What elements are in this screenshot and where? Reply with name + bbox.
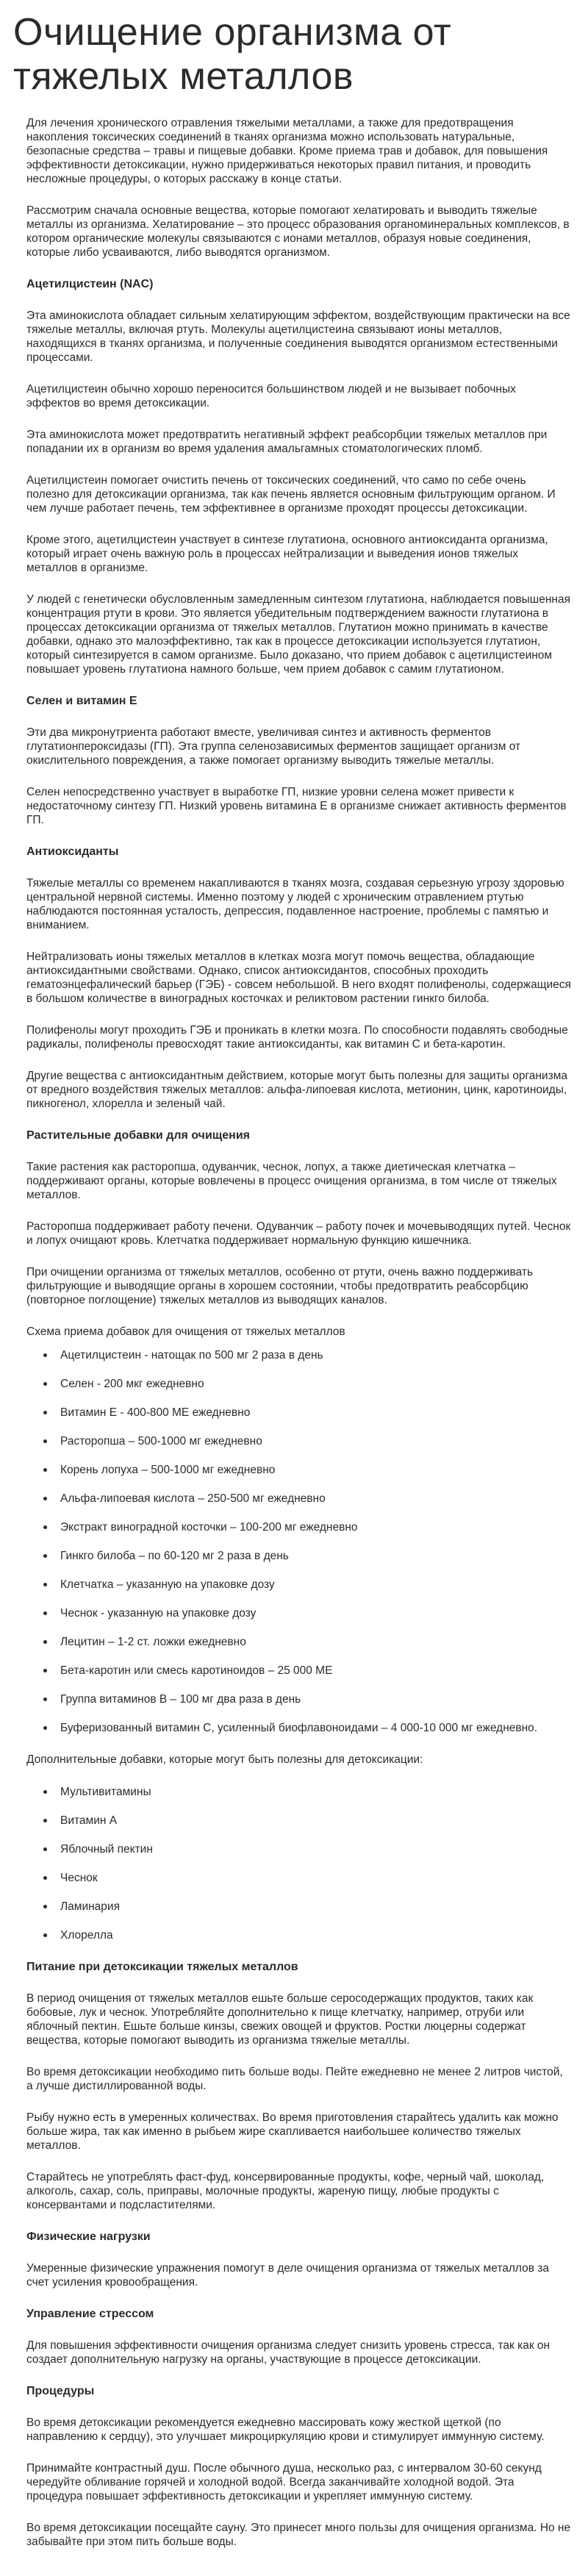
list-item: • Яблочный пектин xyxy=(56,1842,572,1856)
nac-paragraph: Ацетилцистеин обычно хорошо переносится большинством людей и не вызывает побочных эффектов во время детоксикации. xyxy=(26,383,516,409)
list-item: • Бета-каротин или смесь каротиноидов – 25 000 МЕ xyxy=(56,1663,572,1678)
list-item: • Корень лопуха – 500-1000 мг ежедневно xyxy=(56,1462,572,1477)
list-item: • Ацетилцистеин - натощак по 500 мг 2 раза в день xyxy=(56,1348,572,1362)
selenium-paragraph: Селен непосредственно участвует в выработке ГП, низкие уровни селена может привести к недостаточному синтезу ГП. Низкий уровень витамина Е в организме снижает активность ферментов ГП. xyxy=(26,786,567,826)
list-item: • Расторопша – 500-1000 мг ежедневно xyxy=(56,1434,572,1448)
section-heading-stress: Управление стрессом xyxy=(26,2308,154,2320)
section-heading-selenium: Селен и витамин Е xyxy=(26,695,137,707)
nac-paragraph: У людей с генетически обусловленным замедленным синтезом глутатиона, наблюдается повышенная концентрация ртути в крови. Это является убедительным подтверждением важности глутатиона в процессах детоксикации организма от тяжелых металлов. Глутатион можно принимать в качестве добавки, однако это малоэффективно, так как в процессе детоксикации используется глутатион, который синтезируется в самом организме. Было доказано, что прием добавок с ацетилцистеином повышает уровень глутатиона намного больше, чем прием добавок с самим глутатионом. xyxy=(26,593,570,676)
nutrition-paragraph: Старайтесь не употреблять фаст-фуд, консервированные продукты, кофе, черный чай, шоколад, алкоголь, сахар, соль, приправы, молочные продукты, жареную пищу, любые продукты с консервантами и подсластителями. xyxy=(26,2171,545,2211)
nutrition-paragraph: Рыбу нужно есть в умеренных количествах. Во время приготовления старайтесь удалить как можно больше жира, так как именно в рыбьем жире скапливается наибольшее количество тяжелых металлов. xyxy=(26,2111,559,2152)
list-item: • Чеснок - указанную на упаковке дозу xyxy=(56,1606,572,1620)
antioxidants-paragraph: Нейтрализовать ионы тяжелых металлов в клетках мозга могут помочь вещества, обладающие антиоксидантными свойствами. Однако, список антиоксидантов, способных проходить гематоэнцефалический барьер (ГЭБ) - совсем небольшой. В него входят полифенолы, содержащиеся в большом количестве в виноградных косточках и реликтовом растении гинкго билоба. xyxy=(26,951,571,1005)
herbal-paragraph: Расторопша поддерживает работу печени. Одуванчик – работу почек и мочевыводящих путей. Чеснок и лопух очищают кровь. Клетчатка поддерживает нормальную функцию кишечника. xyxy=(26,1220,571,1247)
article-body xyxy=(26,116,572,2566)
antioxidants-paragraph: Другие вещества с антиоксидантным действием, которые могут быть полезны для защиты организма от вредного воздействия тяжелых металлов: альфа-липоевая кислота, метионин, цинк, каротиноиды, пикногенол, хлорелла и зеленый чай. xyxy=(26,1070,567,1110)
herbal-paragraph: Такие растения как расторопша, одуванчик, чеснок, лопух, а также диетическая клетчатка – поддерживают органы, которые вовлечены в процесс очищения организма, в том числе от тяжелых металлов. xyxy=(26,1161,557,1201)
list-item: • Альфа-липоевая кислота – 250-500 мг ежедневно xyxy=(56,1491,572,1506)
section-heading-herbal: Растительные добавки для очищения xyxy=(26,1129,251,1142)
nutrition-paragraph: Во время детоксикации необходимо пить больше воды. Пейте ежедневно не менее 2 литров чистой, а лучше дистиллированной воды. xyxy=(26,2066,563,2092)
list-item: • Экстракт виноградной косточки – 100-200 мг ежедневно xyxy=(56,1520,572,1534)
section-heading-nac: Ацетилцистеин (NAC) xyxy=(26,278,154,290)
section-heading-nutrition: Питание при детоксикации тяжелых металлов xyxy=(26,1961,298,1973)
extra-intro: Дополнительные добавки, которые могут быть полезны для детоксикации: xyxy=(26,1753,423,1766)
antioxidants-paragraph: Полифенолы могут проходить ГЭБ и проникать в клетки мозга. По способности подавлять свободные радикалы, полифенолы превосходят такие антиоксиданты, как витамин С и бета-каротин. xyxy=(26,1024,568,1051)
list-item: • Мультивитамины xyxy=(56,1784,572,1799)
intro-paragraph: Рассмотрим сначала основные вещества, которые помогают хелатировать и выводить тяжелые металлы из организма. Хелатирование – это процесс образования органоминеральных комплексов, в котором органические молекулы связываются с ионами металлов, образуя новые соединения, которые либо усваиваются, либо выводятся организмом. xyxy=(26,204,570,259)
nac-paragraph: Ацетилцистеин помогает очистить печень от токсических соединений, что само по себе очень полезно для детоксикации организма, так как печень является основным фильтрующим органом. И чем лучше работает печень, тем эффективнее в организме проходят процессы детоксикации. xyxy=(26,474,556,515)
list-item: • Клетчатка – указанную на упаковке дозу xyxy=(56,1577,572,1592)
section-heading-procedures: Процедуры xyxy=(26,2385,95,2397)
antioxidants-paragraph: Тяжелые металлы со временем накапливаются в тканях мозга, создавая серьезную угрозу здоровью центральной нервной системы. Именно поэтому у людей с хроническим отравлением ртутью наблюдаются постоянная усталость, депрессия, подавленное настроение, проблемы с памятью и вниманием. xyxy=(26,877,564,931)
section-heading-antioxidants: Антиоксиданты xyxy=(26,845,119,858)
section-heading-exercise: Физические нагрузки xyxy=(26,2230,151,2243)
exercise-paragraph: Умеренные физические упражнения помогут в деле очищения организма от тяжелых металлов за счет усиления кровообращения. xyxy=(26,2262,550,2289)
nac-paragraph: Эта аминокислота может предотвратить негативный эффект реабсорбции тяжелых металлов при попадании их в организм во время удаления амальгамных стоматологических пломб. xyxy=(26,429,548,455)
scheme-intro: Схема приема добавок для очищения от тяжелых металлов xyxy=(26,1325,345,1338)
procedures-paragraph: Принимайте контрастный душ. После обычного душа, несколько раз, с интервалом 30-60 секунд чередуйте обливание горячей и холодной водой. Всегда заканчивайте холодной водой. Эта процедура повышает эффективность детоксикации и укрепляет иммунную систему. xyxy=(26,2462,542,2502)
list-item: • Витамин Е - 400-800 МЕ ежедневно xyxy=(56,1405,572,1420)
list-item: • Селен - 200 мкг ежедневно xyxy=(56,1376,572,1391)
stress-paragraph: Для повышения эффективности очищения организма следует снизить уровень стресса, так как он создает дополнительную нагрузку на органы, участвующие в процессе детоксикации. xyxy=(26,2339,551,2366)
supplement-scheme-list xyxy=(26,1348,572,1735)
list-item: • Ламинария xyxy=(56,1899,572,1914)
nac-paragraph: Кроме этого, ацетилцистеин участвует в синтезе глутатиона, основного антиоксиданта организма, который играет очень важную роль в процессах нейтрализации и выведения ионов тяжелых металлов в организме. xyxy=(26,534,548,574)
extra-supplements-list xyxy=(26,1784,572,1942)
list-item: • Хлорелла xyxy=(56,1928,572,1942)
nutrition-paragraph: В период очищения от тяжелых металлов ешьте больше серосодержащих продуктов, таких как бобовые, лук и чеснок. Употребляйте дополнительно к пище клетчатку, например, отруби или яблочный пектин. Ешьте больше кинзы, свежих овощей и фруктов. Ростки люцерны содержат вещества, которые помогают выводить из организма тяжелые металлы. xyxy=(26,1992,534,2047)
selenium-paragraph: Эти два микронутриента работают вместе, увеличивая синтез и активность ферментов глутатионпероксидазы (ГП). Эта группа селенозависимых ферментов защищает организм от окислительного повреждения, а также помогает организму выводить тяжелые металлы. xyxy=(26,726,521,767)
intro-paragraph: Для лечения хронического отравления тяжелыми металлами, а также для предотвращения накопления токсических соединений в тканях организма можно использовать натуральные, безопасные средства – травы и пищевые добавки. Кроме приема трав и добавок, для повышения эффективности детоксикации, нужно придерживаться некоторых правил питания, и проводить несложные процедуры, о которых расскажу в конце статьи. xyxy=(26,117,548,185)
procedures-paragraph: Во время детоксикации рекомендуется ежедневно массировать кожу жесткой щеткой (по направлению к сердцу), это улучшает микроциркуляцию крови и стимулирует иммунную систему. xyxy=(26,2416,545,2443)
list-item: • Лецитин – 1-2 ст. ложки ежедневно xyxy=(56,1634,572,1649)
herbal-paragraph: При очищении организма от тяжелых металлов, особенно от ртути, очень важно поддерживать фильтрующие и выводящие органы в хорошем состоянии, чтобы предотвратить реабсорбцию (повторное поглощение) тяжелых металлов из выводящих каналов. xyxy=(26,1266,534,1306)
list-item: • Группа витаминов В – 100 мг два раза в день xyxy=(56,1692,572,1706)
list-item: • Гинкго билоба – по 60-120 мг 2 раза в день xyxy=(56,1548,572,1563)
list-item: • Буферизованный витамин С, усиленный биофлавоноидами – 4 000-10 000 мг ежедневно. xyxy=(56,1720,572,1735)
procedures-paragraph: Во время детоксикации посещайте сауну. Это принесет много пользы для очищения организма. Но не забывайте при этом пить больше воды. xyxy=(26,2522,571,2548)
nac-paragraph: Эта аминокислота обладает сильным хелатирующим эффектом, воздействующим практически на все тяжелые металлы, включая ртуть. Молекулы ацетилцистеина связывают ионы металлов, находящихся в тканях организма, и полученные соединения выводятся организмом естественными процессами. xyxy=(26,310,570,364)
list-item: • Витамин А xyxy=(56,1813,572,1828)
list-item: • Чеснок xyxy=(56,1870,572,1885)
page-title: Очищение организма от тяжелых металлов xyxy=(13,11,452,98)
